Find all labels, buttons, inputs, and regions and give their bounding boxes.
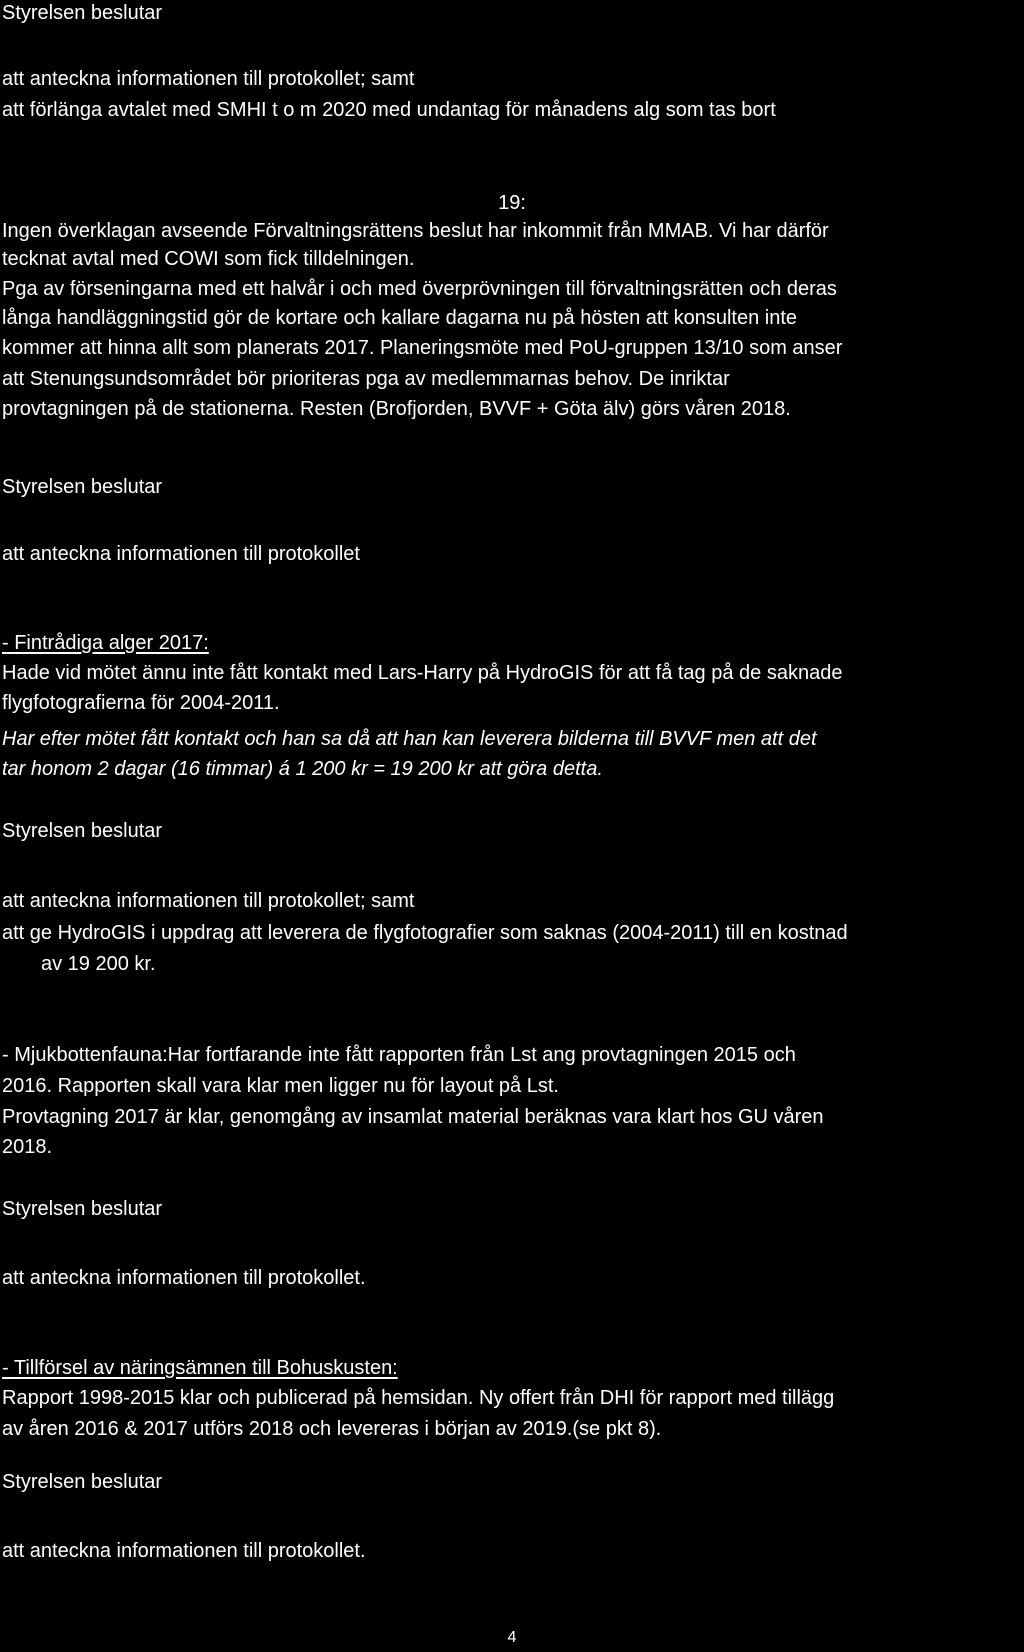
decision-line: att förlänga avtalet med SMHI t o m 2020 med undantag för månadens alg som tas bort <box>2 99 776 121</box>
decision-line: att anteckna informationen till protokollet <box>2 543 360 565</box>
body-line: långa handläggningstid gör de kortare och kallare dagarna nu på hösten att konsulten inte <box>2 307 798 329</box>
body-line: 2016. Rapporten skall vara klar men ligger nu för layout på Lst. <box>2 1075 559 1097</box>
italic-line: tar honom 2 dagar (16 timmar) á 1 200 kr = 19 200 kr att göra detta. <box>2 758 603 780</box>
body-line: Hade vid mötet ännu inte fått kontakt med Lars-Harry på HydroGIS för att få tag på de saknade <box>2 662 843 684</box>
decision-heading: Styrelsen beslutar <box>2 2 163 24</box>
decision-line: att anteckna informationen till protokollet. <box>2 1540 366 1562</box>
body-line: Pga av förseningarna med ett halvår i och med överprövningen till förvaltningsrätten och deras <box>2 278 837 300</box>
page-number: 4 <box>507 1629 517 1646</box>
body-line: Provtagning 2017 är klar, genomgång av insamlat material beräknas vara klart hos GU våren <box>2 1106 824 1128</box>
body-line: tecknat avtal med COWI som fick tilldelningen. <box>2 248 415 270</box>
decision-line: av 19 200 kr. <box>41 953 156 975</box>
decision-line: att anteckna informationen till protokollet; samt <box>2 68 415 90</box>
decision-heading: Styrelsen beslutar <box>2 820 163 842</box>
body-line: provtagningen på de stationerna. Resten (Brofjorden, BVVF + Göta älv) görs våren 2018. <box>2 398 791 420</box>
decision-heading: Styrelsen beslutar <box>2 476 163 498</box>
decision-heading: Styrelsen beslutar <box>2 1198 163 1220</box>
section-heading: 19: <box>498 192 526 214</box>
decision-line: att anteckna informationen till protokollet. <box>2 1267 366 1289</box>
body-line: Rapport 1998-2015 klar och publicerad på hemsidan. Ny offert från DHI för rapport med tillägg <box>2 1387 835 1409</box>
decision-heading: Styrelsen beslutar <box>2 1471 163 1493</box>
body-line: Ingen överklagan avseende Förvaltningsrättens beslut har inkommit från MMAB. Vi har därför <box>2 220 829 242</box>
section-heading: - Fintrådiga alger 2017: <box>2 632 209 654</box>
body-line: av åren 2016 & 2017 utförs 2018 och levereras i början av 2019.(se pkt 8). <box>2 1418 662 1440</box>
body-line: att Stenungsundsområdet bör prioriteras pga av medlemmarnas behov. De inriktar <box>2 368 730 390</box>
decision-line: att ge HydroGIS i uppdrag att leverera de flygfotografier som saknas (2004-2011) till en kostnad <box>2 922 848 944</box>
body-line: 2018. <box>2 1136 53 1158</box>
body-line: kommer att hinna allt som planerats 2017. Planeringsmöte med PoU-gruppen 13/10 som anser <box>2 337 843 359</box>
section-heading-line: - Mjukbottenfauna:Har fortfarande inte fått rapporten från Lst ang provtagningen 2015 och <box>2 1044 796 1066</box>
italic-line: Har efter mötet fått kontakt och han sa då att han kan leverera bilderna till BVVF men att det <box>2 728 817 750</box>
decision-line: att anteckna informationen till protokollet; samt <box>2 890 415 912</box>
section-heading: - Tillförsel av näringsämnen till Bohuskusten: <box>2 1357 398 1379</box>
body-line: flygfotografierna för 2004-2011. <box>2 692 280 714</box>
